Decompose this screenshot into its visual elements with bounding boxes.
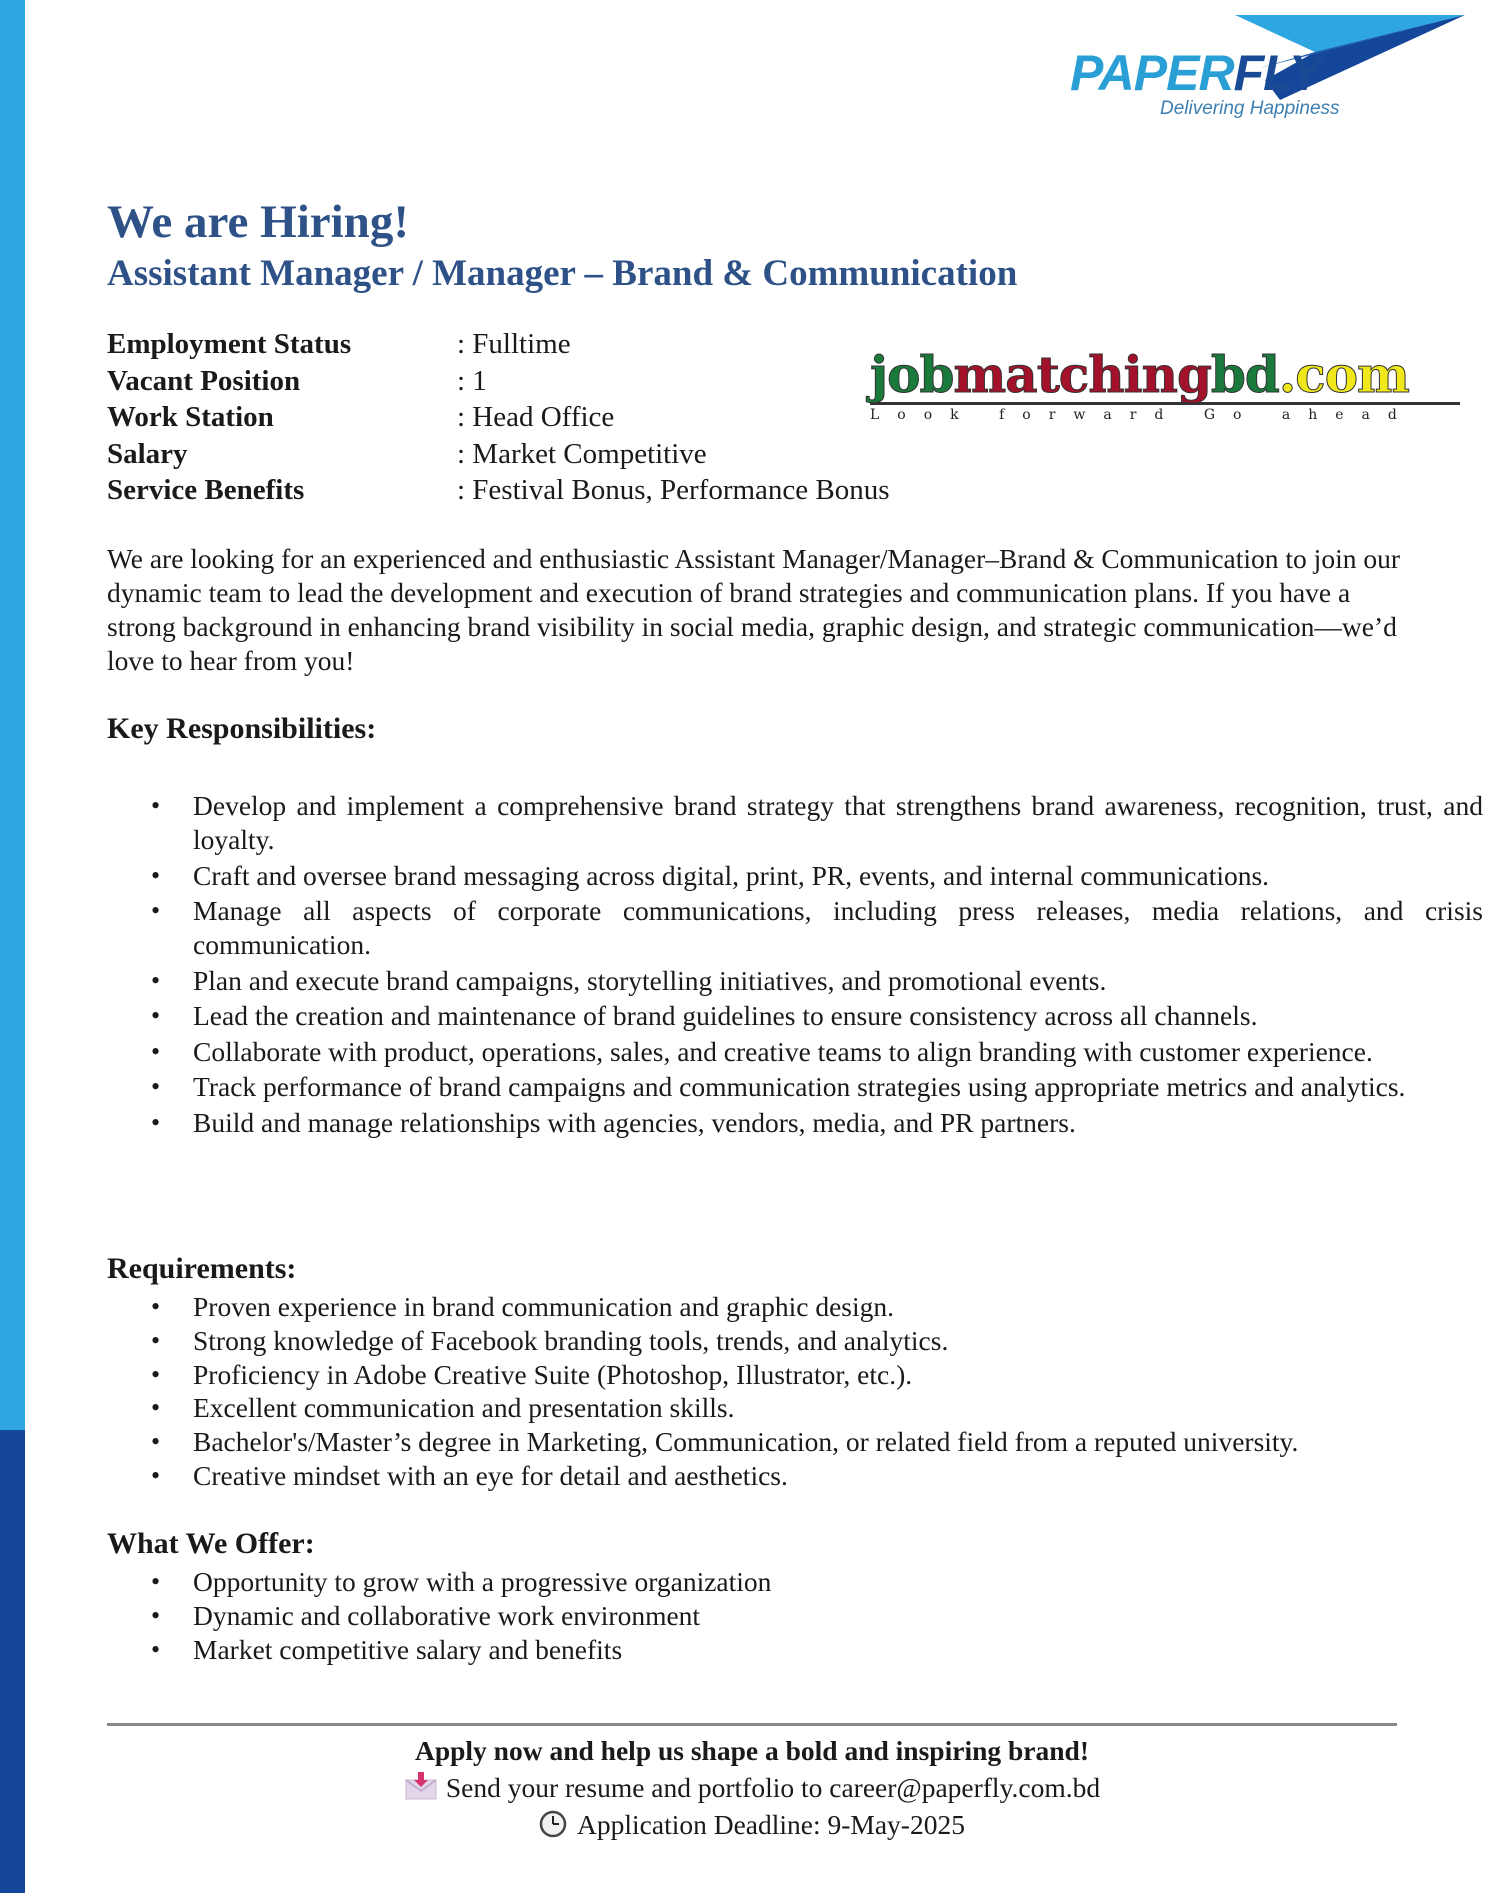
watermark-bd: bd [1210, 345, 1279, 404]
bullet-icon: • [151, 860, 161, 890]
bullet-icon: • [151, 1393, 161, 1423]
bullet-icon: • [151, 791, 161, 820]
requirements-list [107, 1290, 1483, 1493]
list-item-text: Dynamic and collaborative work environment [193, 1599, 701, 1631]
list-item [151, 1459, 1483, 1493]
detail-label: Salary [107, 437, 188, 470]
detail-value: : Fulltime [457, 328, 571, 360]
bullet-icon: • [151, 1107, 161, 1137]
list-item [151, 1358, 1483, 1392]
bullet-icon: • [151, 965, 161, 995]
detail-row-employment-status [107, 326, 890, 363]
watermark-name [870, 345, 1470, 404]
logo-paper: PAPER [1070, 45, 1234, 101]
list-item-text: Excellent communication and presentation skills. [193, 1392, 735, 1424]
bullet-icon: • [151, 1427, 161, 1457]
list-item-text: Lead the creation and maintenance of brand guidelines to ensure consistency across all channels. [193, 1000, 1258, 1031]
footer [107, 1732, 1397, 1843]
bullet-icon: • [151, 1460, 161, 1490]
list-item [151, 789, 1483, 857]
bullet-icon: • [151, 1036, 161, 1066]
logo-wordmark [1070, 45, 1322, 101]
page-headline: We are Hiring! [107, 196, 409, 248]
detail-row-salary [107, 436, 890, 473]
responsibilities-list [107, 789, 1483, 1141]
list-item [151, 1599, 1483, 1633]
detail-row-service-benefits [107, 472, 890, 509]
list-item [151, 894, 1483, 962]
footer-divider [107, 1723, 1397, 1726]
detail-row-vacant-position [107, 363, 890, 400]
bullet-icon: • [151, 1072, 161, 1101]
logo-fly: FLY [1233, 45, 1322, 101]
list-item [151, 964, 1483, 998]
deadline-text: Application Deadline: 9-May-2025 [577, 1809, 965, 1840]
detail-value: : 1 [457, 364, 487, 397]
bullet-icon: • [151, 1325, 161, 1355]
bullet-icon: • [151, 1567, 161, 1596]
list-item-text: Bachelor's/Master’s degree in Marketing, Communication, or related field from a reputed university. [193, 1426, 1299, 1458]
list-item [151, 1425, 1483, 1459]
list-item-text: Plan and execute brand campaigns, storytelling initiatives, and promotional events. [193, 964, 1107, 996]
list-item [151, 1035, 1483, 1069]
watermark-job: job [870, 345, 954, 404]
detail-value: : Head Office [457, 401, 615, 433]
list-item-text: Creative mindset with an eye for detail and aesthetics. [193, 1459, 788, 1491]
list-item [151, 1290, 1483, 1324]
list-item-text: Collaborate with product, operations, sales, and creative teams to align branding with customer experience. [193, 1035, 1373, 1067]
send-resume-text: Send your resume and portfolio to career@paperfly.com.bd [445, 1772, 1101, 1803]
watermark-tagline: Look forward Go ahead [870, 407, 1415, 423]
responsibilities-heading: Key Responsibilities: [107, 712, 377, 745]
list-item-text: Strong knowledge of Facebook branding tools, trends, and analytics. [193, 1324, 949, 1356]
clock-icon [539, 1810, 567, 1838]
detail-row-work-station [107, 399, 890, 436]
detail-value: : Festival Bonus, Performance Bonus [457, 474, 890, 506]
list-item-text: Build and manage relationships with agencies, vendors, media, and PR partners. [193, 1106, 1076, 1138]
bullet-icon: • [151, 1292, 161, 1321]
list-item [151, 1106, 1483, 1140]
left-accent-bar-light [0, 0, 25, 1430]
bullet-icon: • [151, 1001, 161, 1030]
watermark-com: .com [1278, 345, 1409, 404]
detail-label: Employment Status [107, 328, 352, 360]
detail-label: Vacant Position [107, 364, 301, 397]
offer-heading: What We Offer: [107, 1527, 315, 1560]
bullet-icon: • [151, 1634, 161, 1664]
requirements-heading: Requirements: [107, 1252, 297, 1285]
bullet-icon: • [151, 1600, 161, 1630]
list-item-text: Market competitive salary and benefits [193, 1633, 623, 1665]
logo-tagline: Delivering Happiness [1160, 98, 1340, 119]
send-resume-line [107, 1769, 1397, 1806]
list-item-text: Manage all aspects of corporate communications, including press releases, media relations, and crisis communication. [193, 895, 1483, 960]
bullet-icon: • [151, 896, 161, 925]
list-item-text: Proficiency in Adobe Creative Suite (Photoshop, Illustrator, etc.). [193, 1358, 913, 1390]
jobmatchingbd-watermark [870, 345, 1470, 423]
list-item-text: Track performance of brand campaigns and communication strategies using appropriate metrics and analytics. [193, 1071, 1406, 1102]
offer-list [107, 1565, 1483, 1666]
list-item-text: Craft and oversee brand messaging across digital, print, PR, events, and internal communications. [193, 859, 1270, 891]
job-title: Assistant Manager / Manager – Brand & Communication [107, 253, 1018, 294]
left-accent-bar-dark [0, 1430, 25, 1893]
list-item [151, 1565, 1483, 1599]
list-item-text: Opportunity to grow with a progressive organization [193, 1566, 772, 1597]
bullet-icon: • [151, 1359, 161, 1389]
deadline-line [107, 1806, 1397, 1843]
job-details [107, 326, 890, 509]
call-to-action: Apply now and help us shape a bold and inspiring brand! [414, 1735, 1090, 1766]
list-item-text: Proven experience in brand communication and graphic design. [193, 1291, 895, 1322]
envelope-icon [404, 1772, 438, 1798]
list-item [151, 1633, 1483, 1667]
list-item [151, 1070, 1483, 1104]
list-item [151, 1324, 1483, 1358]
watermark-matching: matching [953, 345, 1211, 404]
intro-paragraph: We are looking for an experienced and enthusiastic Assistant Manager/Manager–Brand & Communication to join our dynamic team to lead the development and execution of brand strategies and communication plans. If you have a strong background in enhancing brand visibility in social media, graphic design, and strategic communication—we’d love to hear from you! [107, 543, 1400, 676]
paperfly-logo [1060, 10, 1480, 120]
detail-label: Service Benefits [107, 474, 305, 506]
list-item [151, 859, 1483, 893]
detail-value: : Market Competitive [457, 437, 707, 470]
list-item-text: Develop and implement a comprehensive brand strategy that strengthens brand awareness, recognition, trust, and loyalty. [193, 790, 1483, 855]
detail-label: Work Station [107, 401, 274, 433]
list-item [151, 1391, 1483, 1425]
list-item [151, 999, 1483, 1033]
